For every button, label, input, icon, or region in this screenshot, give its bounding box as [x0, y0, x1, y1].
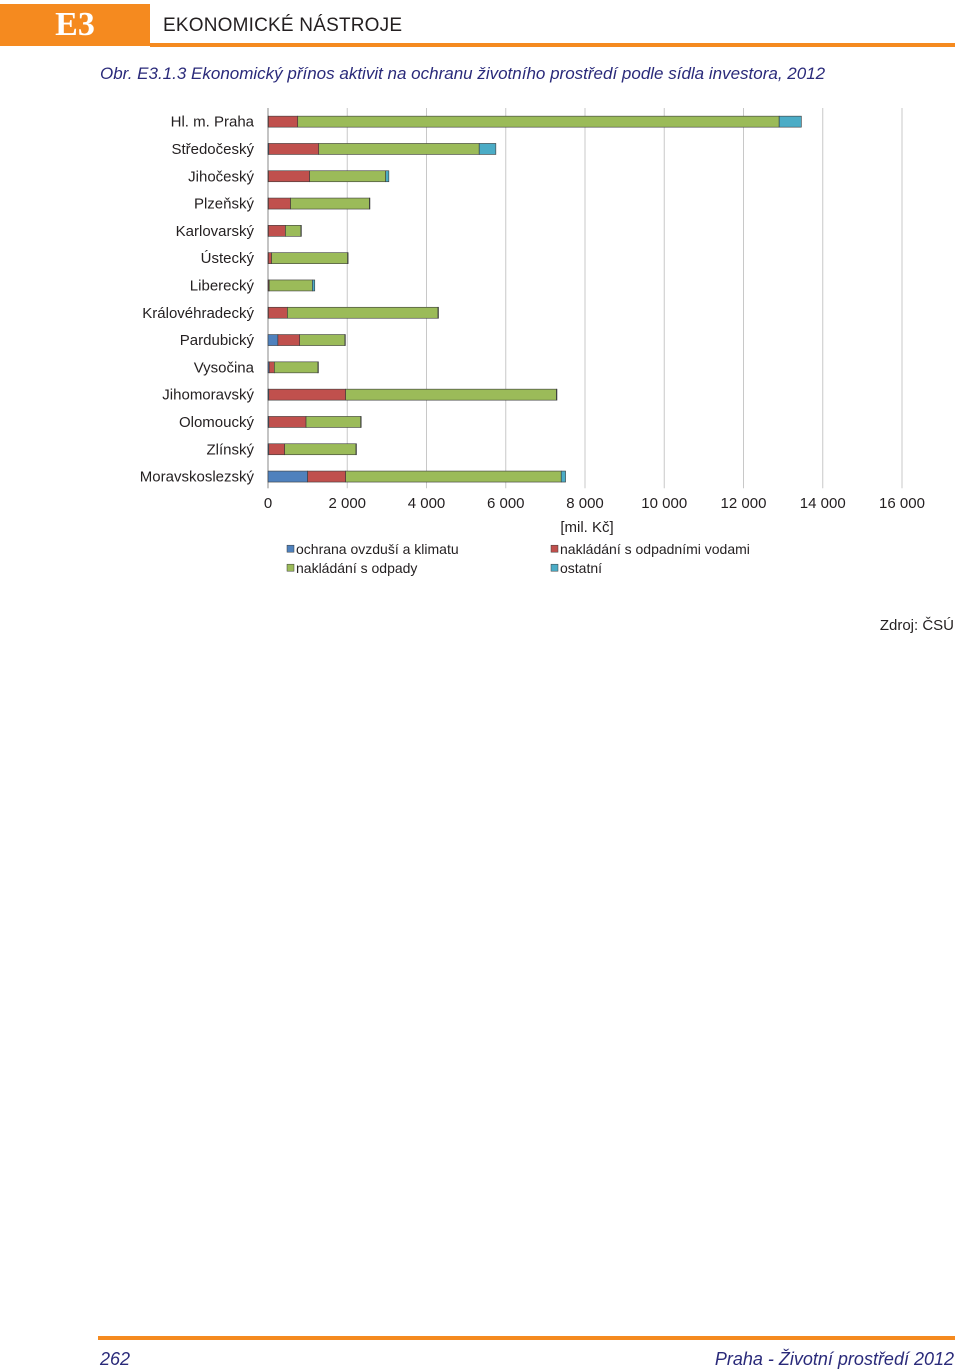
chapter-title: EKONOMICKÉ NÁSTROJE — [163, 15, 403, 36]
bar-segment — [287, 307, 438, 318]
bar-segment — [346, 389, 557, 400]
category-label: Středočeský — [171, 140, 254, 158]
bar-segment — [285, 225, 300, 236]
bar-segment — [561, 471, 565, 482]
category-label: Jihočeský — [188, 168, 254, 186]
legend-swatch — [551, 545, 558, 552]
bar-segment — [312, 280, 314, 291]
x-tick-label: 12 000 — [720, 495, 767, 513]
bar-segment — [300, 335, 345, 346]
bar-segment — [278, 335, 300, 346]
bar-segment — [779, 116, 801, 127]
footer-divider — [98, 1336, 955, 1340]
category-label: Vysočina — [193, 359, 254, 377]
legend-label: nakládání s odpady — [296, 560, 418, 577]
chapter-badge: E3 — [0, 4, 150, 46]
category-label: Karlovarský — [175, 222, 254, 240]
x-tick-label: 14 000 — [799, 495, 846, 513]
x-tick-label: 16 000 — [879, 495, 925, 513]
bar-segment — [556, 389, 557, 400]
x-tick-label: 0 — [263, 495, 273, 513]
bar-segment — [306, 416, 361, 427]
publication-title: Praha - Životní prostředí 2012 — [714, 1349, 954, 1369]
legend-label: nakládání s odpadními vodami — [560, 541, 750, 558]
bar-segment — [268, 335, 278, 346]
bar-segment — [345, 335, 346, 346]
bar-segment — [348, 253, 349, 264]
category-labels — [140, 114, 255, 486]
bar-segment — [269, 143, 319, 154]
bar-segment — [269, 444, 285, 455]
figure-title: Obr. E3.1.3 Ekonomický přínos aktivit na ochranu životního prostředí podle sídla investora, 2012 — [100, 64, 826, 83]
bar-segment — [319, 143, 479, 154]
bar-segment — [269, 362, 274, 373]
x-tick-label: 10 000 — [641, 495, 688, 513]
category-label: Zlínský — [206, 441, 254, 459]
x-axis-label: [mil. Kč] — [560, 519, 614, 537]
bar-segment — [285, 444, 356, 455]
category-label: Pardubický — [179, 332, 254, 350]
bar-segment — [346, 471, 562, 482]
category-label: Olomoucký — [178, 413, 254, 431]
bar-segment — [386, 171, 389, 182]
bar-segment — [301, 225, 302, 236]
bar-segment — [272, 253, 348, 264]
category-label: Královéhradecký — [142, 304, 254, 322]
legend-label: ostatní — [560, 560, 603, 577]
category-label: Hl. m. Praha — [170, 113, 254, 131]
bar-segment — [479, 143, 496, 154]
x-tick-labels — [264, 495, 925, 512]
bar-segment — [298, 116, 779, 127]
legend-swatch — [287, 564, 294, 571]
bar-segment — [291, 198, 370, 209]
bar-segment — [268, 171, 309, 182]
bar-segment — [438, 307, 439, 318]
legend-swatch — [551, 564, 558, 571]
bar-segment — [310, 171, 386, 182]
bar-segment — [356, 444, 357, 455]
legend-swatch — [287, 545, 294, 552]
category-label: Liberecký — [189, 277, 254, 295]
bar-segment — [269, 389, 346, 400]
category-label: Ústecký — [200, 250, 254, 268]
legend-label: ochrana ovzduší a klimatu — [296, 541, 459, 558]
bar-segment — [268, 198, 290, 209]
stacked-bar-chart — [0, 100, 960, 600]
bar-segment — [268, 471, 308, 482]
bar-segment — [318, 362, 319, 373]
legend — [287, 541, 750, 576]
bar-segment — [308, 471, 346, 482]
x-tick-label: 2 000 — [328, 495, 367, 513]
bar-segment — [268, 116, 297, 127]
x-tick-label: 8 000 — [566, 495, 604, 513]
category-label: Moravskoslezský — [139, 468, 254, 486]
bar-segment — [361, 416, 362, 427]
bar-segment — [268, 253, 271, 264]
bar-segment — [268, 225, 285, 236]
page-number: 262 — [100, 1349, 131, 1369]
grid-lines — [268, 108, 902, 488]
bar-segment — [269, 416, 306, 427]
header-divider — [150, 43, 955, 47]
x-tick-label: 4 000 — [407, 495, 446, 513]
bar-segment — [269, 280, 312, 291]
bars — [268, 116, 801, 482]
bar-segment — [268, 307, 287, 318]
bar-segment — [274, 362, 318, 373]
category-label: Plzeňský — [193, 195, 254, 213]
x-tick-label: 6 000 — [486, 495, 525, 513]
bar-segment — [369, 198, 370, 209]
source-note: Zdroj: ČSÚ — [879, 617, 954, 634]
category-label: Jihomoravský — [162, 386, 254, 404]
